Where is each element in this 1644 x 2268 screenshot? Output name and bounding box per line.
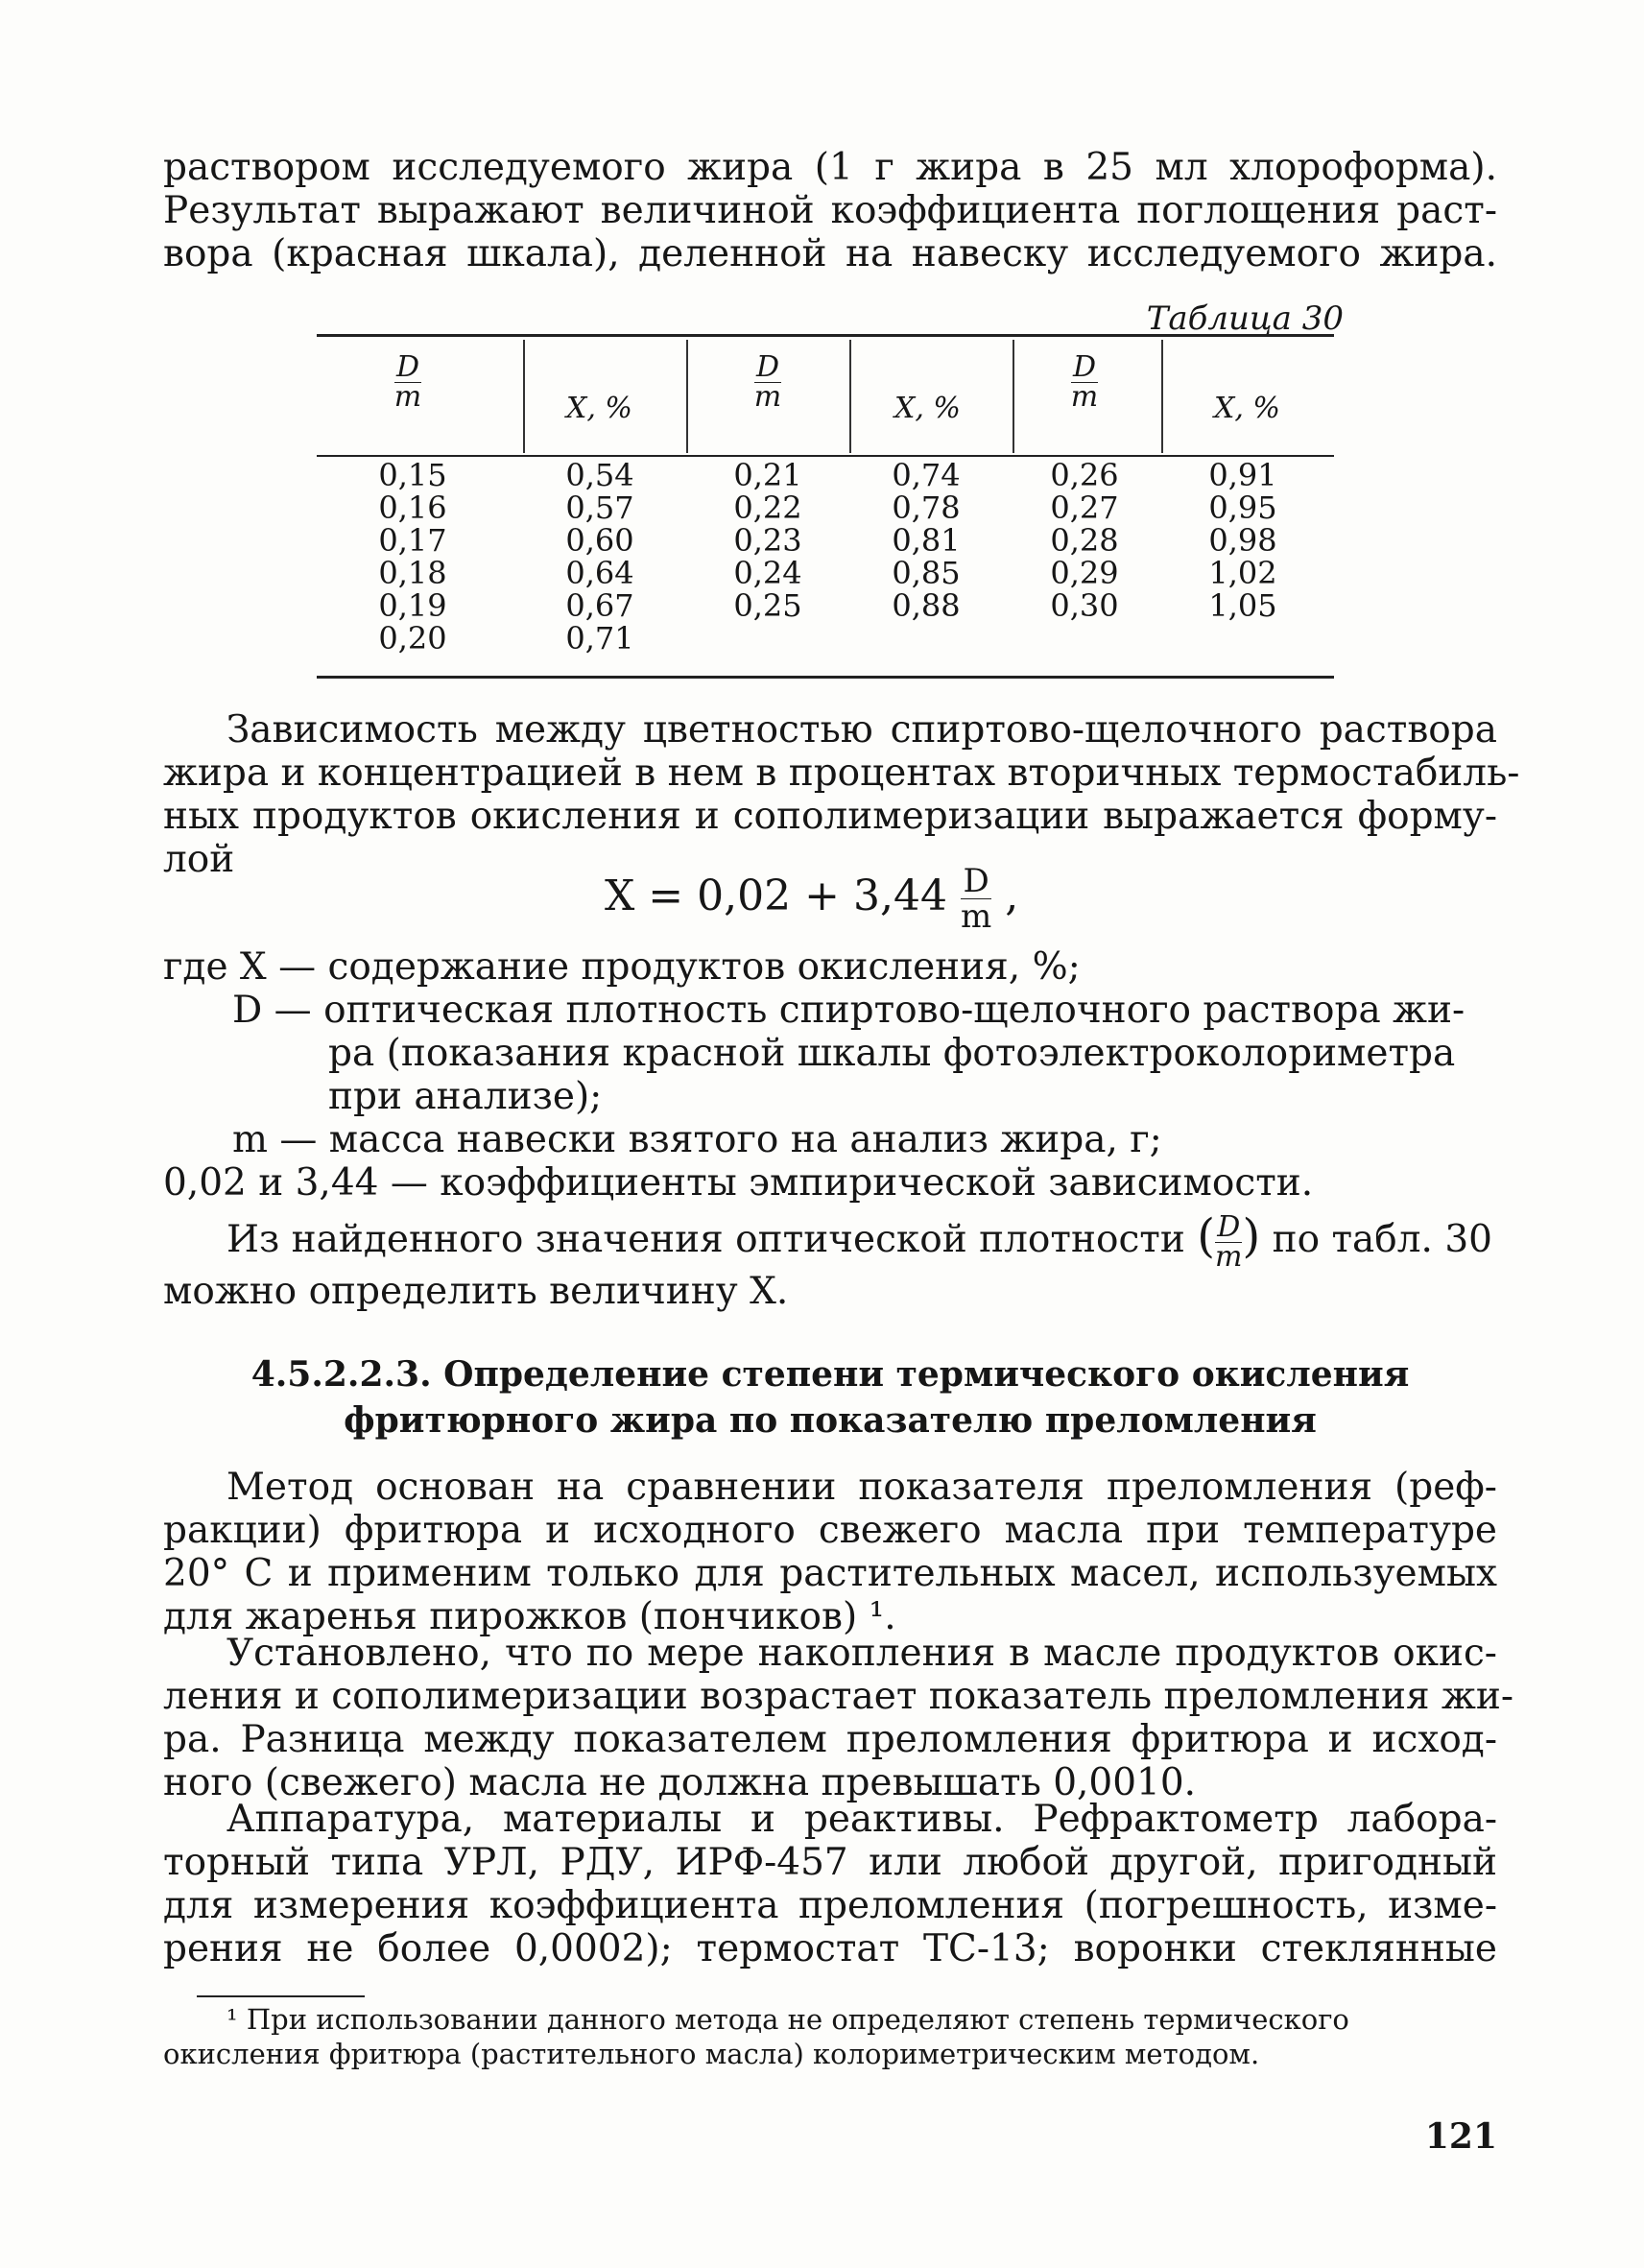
table-cell: 0,28 [1050, 522, 1119, 559]
table-cell: 0,18 [378, 555, 447, 591]
def-d-line: ра (показания красной шкалы фотоэлектроколориметра [328, 1032, 1456, 1075]
table-column-x-3 [1190, 459, 1296, 622]
table-divider [523, 340, 525, 453]
header-x-percent: X, % [1214, 392, 1280, 425]
section-heading [163, 1351, 1497, 1444]
method-line: Метод основан на сравнении показателя преломления (реф- [226, 1466, 1497, 1509]
header-d-over-m: $\frac{D}{m}$ [393, 350, 422, 414]
header-d-over-m: $\frac{D}{m}$ [753, 350, 782, 414]
table-cell: 0,78 [892, 489, 961, 526]
table-cell: 0,74 [892, 457, 961, 493]
footnote-line: ¹ При использовании данного метода не определяют степень термического [226, 2003, 1349, 2036]
header-x-percent: X, % [894, 392, 961, 425]
table-cell: 0,91 [1208, 457, 1277, 493]
header-x-percent: X, % [566, 392, 632, 425]
def-d [163, 989, 1497, 1118]
dependency-line: жира и концентрацией в нем в процентах вторичных термостабиль- [163, 752, 1520, 795]
table-cell: 1,05 [1208, 587, 1277, 624]
table-cell: 0,54 [565, 457, 634, 493]
footnote-rule [197, 1995, 365, 1997]
established-line: ления и сополимеризации возрастает показатель преломления жи- [163, 1675, 1514, 1718]
table-cell: 0,16 [378, 489, 447, 526]
apparatus-line: рения не более 0,0002); термостат ТС-13; воронки стеклянные [163, 1927, 1497, 1970]
def-x: где X — содержание продуктов окисления, %; [163, 945, 1081, 989]
heading-line: 4.5.2.2.3. Определение степени термического окисления [250, 1354, 1410, 1395]
table-column-x-2 [873, 459, 979, 622]
established-line: ного (свежего) масла не должна превышать 0,0010. [163, 1761, 1197, 1804]
intro-line: раствором исследуемого жира (1 г жира в 25 мл хлороформа). [163, 146, 1497, 189]
dependency-line: лой [163, 838, 235, 881]
intro-paragraph [163, 146, 1497, 275]
table-cell: 0,71 [565, 620, 634, 657]
table-cell: 0,15 [378, 457, 447, 493]
def-m: m — масса навески взятого на анализ жира, г; [232, 1118, 1162, 1161]
table-cell: 0,60 [565, 522, 634, 559]
table-cell: 0,24 [733, 555, 802, 591]
find-fraction: $\frac{D}{m}$ [1215, 1209, 1243, 1274]
table-column-d-m-2 [715, 459, 821, 622]
established-line: Установлено, что по мере накопления в масле продуктов окис- [226, 1632, 1497, 1675]
table-bottom-rule [317, 676, 1334, 679]
table-caption: Таблица 30 [1146, 299, 1344, 338]
apparatus-line: для измерения коэффициента преломления (погрешность, изме- [163, 1884, 1497, 1927]
established-paragraph [163, 1632, 1514, 1804]
footnote [163, 2002, 1497, 2071]
table-column-d-m-1 [360, 459, 465, 655]
table-cell: 0,26 [1050, 457, 1119, 493]
intro-line: вора (красная шкала), деленной на навеску исследуемого жира. [163, 232, 1497, 275]
table-cell: 0,85 [892, 555, 961, 591]
established-line: ра. Разница между показателем преломления фритюра и исход- [163, 1718, 1497, 1761]
apparatus-paragraph [163, 1798, 1497, 1970]
table-header-rule [317, 455, 1334, 457]
formula-tail: , [1005, 871, 1019, 920]
footnote-line: окисления фритюра (растительного масла) колориметрическим методом. [163, 2038, 1260, 2070]
header-d-over-m: $\frac{D}{m}$ [1070, 350, 1099, 414]
table-cell: 0,23 [733, 522, 802, 559]
table-cell: 0,27 [1050, 489, 1119, 526]
heading-line: фритюрного жира по показателю преломления [344, 1400, 1317, 1441]
apparatus-line: торный типа УРЛ, РДУ, ИРФ-457 или любой другой, пригодный [163, 1841, 1497, 1884]
table-cell: 0,57 [565, 489, 634, 526]
table-cell: 0,64 [565, 555, 634, 591]
table-cell: 0,17 [378, 522, 447, 559]
find-line: Из найденного значения оптической плотности ( $\frac{D}{m}$ ) по табл. 30 [226, 1209, 1492, 1274]
page-number: 121 [1424, 2116, 1497, 2157]
dependency-paragraph [163, 708, 1520, 881]
find-paragraph [163, 1203, 1497, 1313]
table-cell: 0,20 [378, 620, 447, 657]
table-column-x-1 [547, 459, 653, 655]
method-line: ракции) фритюра и исходного свежего масла при температуре [163, 1509, 1497, 1552]
table-cell: 0,81 [892, 522, 961, 559]
table-cell: 0,98 [1208, 522, 1277, 559]
table-divider [1161, 340, 1163, 453]
method-line: 20° С и применим только для растительных масел, используемых [163, 1552, 1497, 1595]
def-d-line: D — оптическая плотность спиртово-щелочного раствора жи- [232, 989, 1465, 1032]
table-divider [849, 340, 851, 453]
table-cell: 0,22 [733, 489, 802, 526]
find-line: можно определить величину X. [163, 1270, 789, 1313]
dependency-line: Зависимость между цветностью спиртово-щелочного раствора [226, 708, 1497, 752]
table-cell: 0,67 [565, 587, 634, 624]
where-definitions [163, 945, 1497, 1205]
table-cell: 0,88 [892, 587, 961, 624]
table-cell: 0,25 [733, 587, 802, 624]
def-d-line: при анализе); [328, 1075, 603, 1118]
method-paragraph [163, 1466, 1497, 1638]
table-cell: 1,02 [1208, 555, 1277, 591]
table-cell: 0,95 [1208, 489, 1277, 526]
table-divider [686, 340, 688, 453]
table-cell: 0,19 [378, 587, 447, 624]
formula-fraction: $\frac{D}{m}$ [960, 862, 992, 936]
table-cell: 0,30 [1050, 587, 1119, 624]
table-divider [1013, 340, 1014, 453]
table-cell: 0,29 [1050, 555, 1119, 591]
method-line: для жаренья пирожков (пончиков) ¹. [163, 1595, 896, 1638]
formula-lhs: X = 0,02 + 3,44 [605, 871, 947, 920]
formula [605, 864, 1018, 934]
table-column-d-m-3 [1032, 459, 1137, 622]
def-coefficients: 0,02 и 3,44 — коэффициенты эмпирической зависимости. [163, 1161, 1314, 1205]
table-top-rule [317, 334, 1334, 337]
dependency-line: ных продуктов окисления и сополимеризации выражается форму- [163, 795, 1497, 838]
intro-line: Результат выражают величиной коэффициента поглощения раст- [163, 189, 1497, 232]
table-cell: 0,21 [733, 457, 802, 493]
apparatus-line: Аппаратура, материалы и реактивы. Рефрактометр лабора- [226, 1798, 1497, 1841]
